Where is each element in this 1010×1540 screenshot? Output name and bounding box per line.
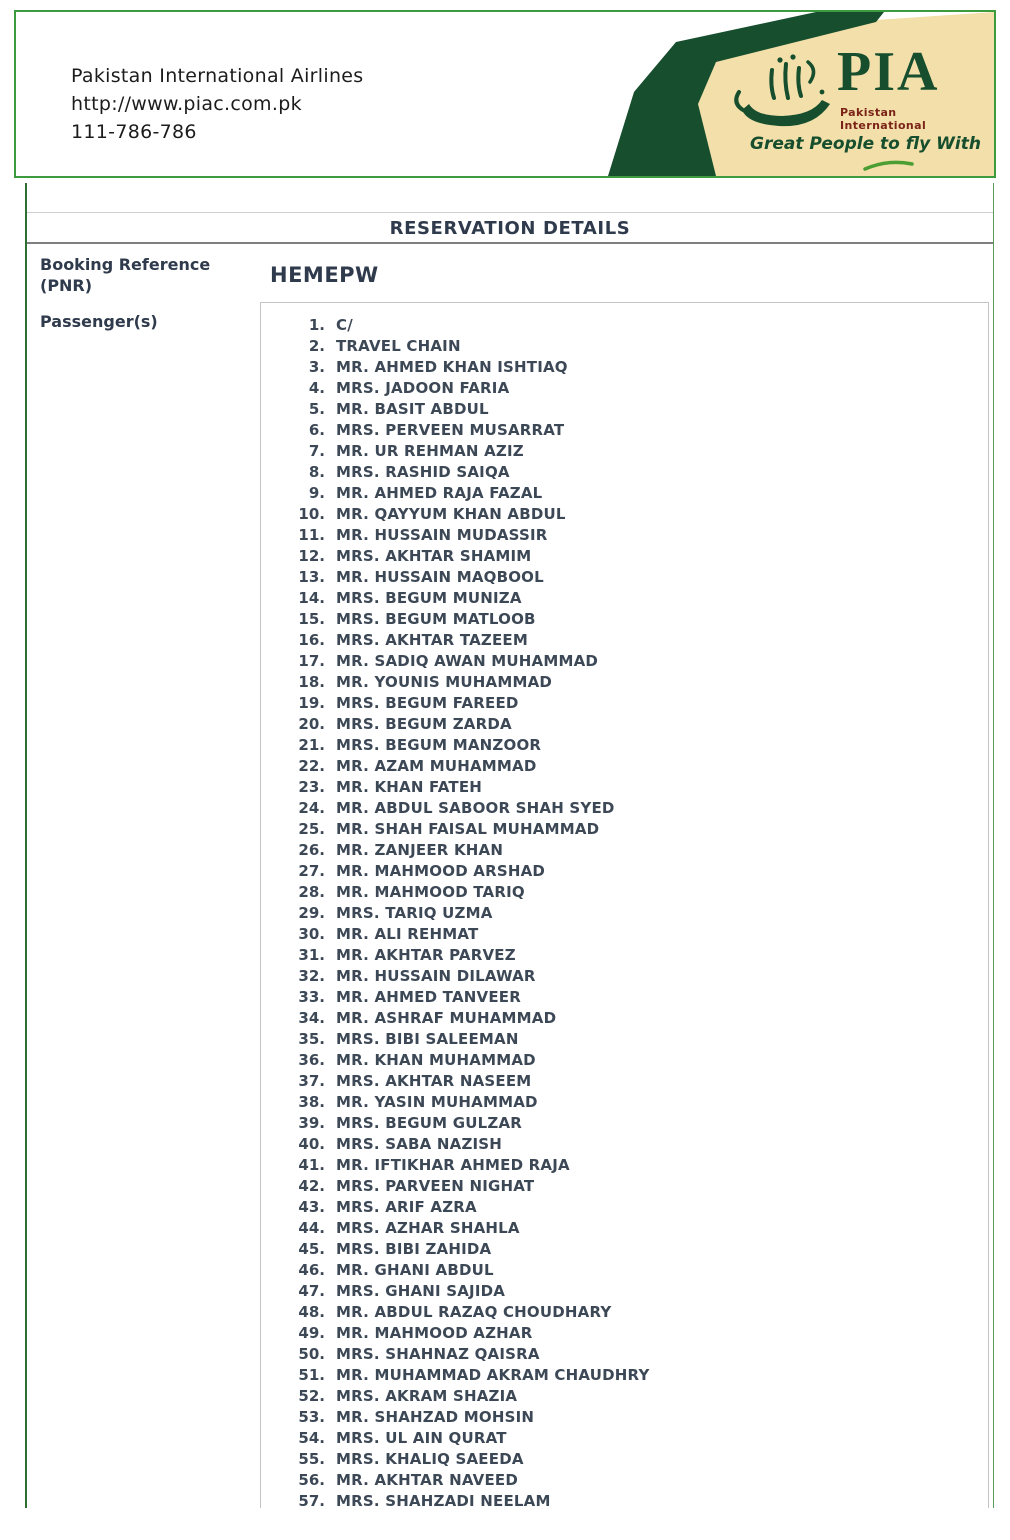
passenger-number: 45.	[298, 1240, 325, 1258]
passenger-row	[261, 588, 988, 609]
passenger-row	[261, 672, 988, 693]
passenger-row	[261, 1323, 988, 1344]
passenger-row	[261, 1344, 988, 1365]
passenger-row	[261, 462, 988, 483]
passenger-row	[261, 1491, 988, 1508]
passenger-number: 8.	[308, 463, 325, 481]
passenger-number: 17.	[298, 652, 325, 670]
passenger-name: MR. MUHAMMAD AKRAM CHAUDHRY	[336, 1366, 650, 1384]
passenger-name: MR. ASHRAF MUHAMMAD	[336, 1009, 557, 1027]
passenger-number: 26.	[298, 841, 325, 859]
passenger-number: 57.	[298, 1492, 325, 1508]
passenger-number: 14.	[298, 589, 325, 607]
passenger-row	[261, 1029, 988, 1050]
passenger-number: 53.	[298, 1408, 325, 1426]
passenger-name: MRS. BIBI ZAHIDA	[336, 1240, 492, 1258]
passenger-row	[261, 1218, 988, 1239]
top-spacer	[27, 183, 993, 212]
passenger-name: MRS. AZHAR SHAHLA	[336, 1219, 520, 1237]
passenger-name: MR. BASIT ABDUL	[336, 400, 489, 418]
passenger-row	[261, 1281, 988, 1302]
passenger-row	[261, 882, 988, 903]
passenger-number: 23.	[298, 778, 325, 796]
passenger-row	[261, 714, 988, 735]
passenger-name: MRS. UL AIN QURAT	[336, 1429, 507, 1447]
passenger-number: 30.	[298, 925, 325, 943]
company-url: http://www.piac.com.pk	[71, 93, 302, 115]
passenger-row	[261, 945, 988, 966]
passenger-row	[261, 567, 988, 588]
passenger-name: C/	[336, 316, 353, 334]
passenger-name: MR. ABDUL RAZAQ CHOUDHARY	[336, 1303, 612, 1321]
passenger-number: 42.	[298, 1177, 325, 1195]
booking-reference-label-line1: Booking Reference	[40, 255, 211, 274]
passenger-number: 18.	[298, 673, 325, 691]
pnr-value: HEMEPW	[270, 263, 379, 287]
passenger-number: 37.	[298, 1072, 325, 1090]
passenger-row	[261, 1470, 988, 1491]
passenger-number: 48.	[298, 1303, 325, 1321]
pia-tagline: Great People to fly With	[750, 134, 981, 154]
passenger-number: 9.	[308, 484, 325, 502]
passenger-number: 41.	[298, 1156, 325, 1174]
pia-subtitle: Pakistan International	[840, 106, 927, 132]
passenger-name: MRS. KHALIQ SAEEDA	[336, 1450, 524, 1468]
passenger-row	[261, 1407, 988, 1428]
passenger-name: MRS. BEGUM MUNIZA	[336, 589, 522, 607]
passenger-row	[261, 315, 988, 336]
passenger-number: 25.	[298, 820, 325, 838]
booking-reference-row	[27, 244, 993, 302]
passenger-row	[261, 735, 988, 756]
passenger-name: MR. AHMED RAJA FAZAL	[336, 484, 543, 502]
passenger-row	[261, 819, 988, 840]
passenger-number: 31.	[298, 946, 325, 964]
company-phone: 111-786-786	[71, 121, 197, 143]
passenger-number: 20.	[298, 715, 325, 733]
passenger-name: MRS. JADOON FARIA	[336, 379, 510, 397]
pia-calligraphy-icon	[734, 54, 834, 136]
passenger-row	[261, 336, 988, 357]
booking-reference-label-line2: (PNR)	[40, 276, 93, 295]
passenger-row	[261, 420, 988, 441]
passenger-row	[261, 378, 988, 399]
passenger-number: 55.	[298, 1450, 325, 1468]
passenger-number: 10.	[298, 505, 325, 523]
passenger-row	[261, 483, 988, 504]
passenger-name: MRS. BEGUM MATLOOB	[336, 610, 536, 628]
passenger-number: 27.	[298, 862, 325, 880]
passenger-name: MR. GHANI ABDUL	[336, 1261, 494, 1279]
passenger-number: 29.	[298, 904, 325, 922]
passenger-name: MRS. PARVEEN NIGHAT	[336, 1177, 535, 1195]
passenger-number: 40.	[298, 1135, 325, 1153]
passenger-row	[261, 504, 988, 525]
passenger-name: MR. MAHMOOD TARIQ	[336, 883, 525, 901]
tagline-swoosh-icon	[862, 158, 916, 172]
passenger-name: MR. ZANJEER KHAN	[336, 841, 504, 859]
passenger-name: MRS. SABA NAZISH	[336, 1135, 503, 1153]
passenger-row	[261, 1155, 988, 1176]
passenger-number: 7.	[308, 442, 325, 460]
passenger-number: 51.	[298, 1366, 325, 1384]
passenger-name: MR. SHAH FAISAL MUHAMMAD	[336, 820, 600, 838]
passenger-name: MRS. ARIF AZRA	[336, 1198, 477, 1216]
passenger-name: TRAVEL CHAIN	[336, 337, 461, 355]
passenger-number: 3.	[308, 358, 325, 376]
passenger-number: 47.	[298, 1282, 325, 1300]
header-banner	[14, 10, 996, 178]
passenger-row	[261, 1449, 988, 1470]
passenger-row	[261, 1008, 988, 1029]
passenger-row	[261, 1176, 988, 1197]
passenger-name: MR. MAHMOOD AZHAR	[336, 1324, 533, 1342]
passenger-name: MRS. SHAHNAZ QAISRA	[336, 1345, 540, 1363]
passenger-number: 12.	[298, 547, 325, 565]
passenger-number: 2.	[308, 337, 325, 355]
passenger-number: 28.	[298, 883, 325, 901]
passenger-number: 50.	[298, 1345, 325, 1363]
passenger-name: MRS. AKHTAR SHAMIM	[336, 547, 532, 565]
passenger-name: MRS. BEGUM FAREED	[336, 694, 519, 712]
passenger-name: MR. HUSSAIN MUDASSIR	[336, 526, 548, 544]
passenger-name: MRS. TARIQ UZMA	[336, 904, 493, 922]
passenger-number: 52.	[298, 1387, 325, 1405]
company-name: Pakistan International Airlines	[71, 65, 364, 87]
passenger-row	[261, 966, 988, 987]
passenger-name: MRS. BIBI SALEEMAN	[336, 1030, 519, 1048]
passenger-row	[261, 987, 988, 1008]
passenger-number: 46.	[298, 1261, 325, 1279]
passenger-row	[261, 609, 988, 630]
passenger-name: MR. IFTIKHAR AHMED RAJA	[336, 1156, 570, 1174]
passenger-name: MR. UR REHMAN AZIZ	[336, 442, 524, 460]
passenger-name: MR. MAHMOOD ARSHAD	[336, 862, 546, 880]
section-title: RESERVATION DETAILS	[27, 212, 993, 244]
passenger-row	[261, 1365, 988, 1386]
passenger-name: MR. AHMED KHAN ISHTIAQ	[336, 358, 568, 376]
passengers-label-cell	[27, 302, 260, 1508]
passenger-number: 34.	[298, 1009, 325, 1027]
passenger-number: 44.	[298, 1219, 325, 1237]
passenger-name: MR. HUSSAIN MAQBOOL	[336, 568, 544, 586]
passenger-row	[261, 840, 988, 861]
passenger-name: MRS. AKHTAR TAZEEM	[336, 631, 529, 649]
passenger-number: 56.	[298, 1471, 325, 1489]
passenger-name: MRS. AKHTAR NASEEM	[336, 1072, 532, 1090]
passengers-label: Passenger(s)	[40, 312, 158, 331]
passenger-name: MR. SADIQ AWAN MUHAMMAD	[336, 652, 599, 670]
passenger-number: 38.	[298, 1093, 325, 1111]
passenger-row	[261, 357, 988, 378]
passenger-number: 19.	[298, 694, 325, 712]
passenger-name: MRS. SHAHZADI NEELAM	[336, 1492, 551, 1508]
passenger-number: 1.	[308, 316, 325, 334]
passenger-number: 21.	[298, 736, 325, 754]
passenger-name: MR. AHMED TANVEER	[336, 988, 521, 1006]
passenger-row	[261, 777, 988, 798]
passenger-name: MR. QAYYUM KHAN ABDUL	[336, 505, 566, 523]
passenger-row	[261, 903, 988, 924]
passenger-number: 6.	[308, 421, 325, 439]
passenger-row	[261, 756, 988, 777]
passenger-name: MR. AKHTAR PARVEZ	[336, 946, 516, 964]
passengers-row	[27, 302, 993, 1508]
passenger-row	[261, 861, 988, 882]
passenger-row	[261, 1050, 988, 1071]
passenger-name: MR. ALI REHMAT	[336, 925, 479, 943]
passenger-row	[261, 1386, 988, 1407]
passenger-number: 35.	[298, 1030, 325, 1048]
passenger-list	[260, 302, 989, 1508]
passenger-row	[261, 546, 988, 567]
passenger-name: MRS. AKRAM SHAZIA	[336, 1387, 518, 1405]
passenger-number: 54.	[298, 1429, 325, 1447]
pnr-cell	[260, 244, 993, 302]
passenger-number: 24.	[298, 799, 325, 817]
reservation-content	[25, 183, 994, 1508]
passenger-row	[261, 693, 988, 714]
passenger-number: 36.	[298, 1051, 325, 1069]
passenger-number: 22.	[298, 757, 325, 775]
passenger-number: 32.	[298, 967, 325, 985]
passenger-row	[261, 1428, 988, 1449]
passenger-row	[261, 651, 988, 672]
booking-reference-label-cell	[27, 244, 260, 302]
passenger-number: 39.	[298, 1114, 325, 1132]
passenger-row	[261, 1302, 988, 1323]
passenger-name: MR. KHAN MUHAMMAD	[336, 1051, 536, 1069]
passenger-number: 16.	[298, 631, 325, 649]
passenger-number: 33.	[298, 988, 325, 1006]
passenger-row	[261, 1113, 988, 1134]
passenger-name: MRS. BEGUM GULZAR	[336, 1114, 523, 1132]
passenger-row	[261, 441, 988, 462]
passenger-name: MR. YASIN MUHAMMAD	[336, 1093, 538, 1111]
passenger-number: 15.	[298, 610, 325, 628]
passenger-name: MRS. PERVEEN MUSARRAT	[336, 421, 565, 439]
passenger-row	[261, 1092, 988, 1113]
passenger-row	[261, 924, 988, 945]
passenger-number: 43.	[298, 1198, 325, 1216]
passenger-row	[261, 525, 988, 546]
passenger-name: MRS. BEGUM ZARDA	[336, 715, 512, 733]
pia-logo	[734, 42, 984, 177]
passenger-name: MRS. BEGUM MANZOOR	[336, 736, 542, 754]
passenger-number: 13.	[298, 568, 325, 586]
passenger-name: MR. AKHTAR NAVEED	[336, 1471, 519, 1489]
passenger-row	[261, 1134, 988, 1155]
pia-acronym: PIA	[837, 41, 940, 103]
passenger-number: 49.	[298, 1324, 325, 1342]
passenger-row	[261, 1239, 988, 1260]
passenger-number: 11.	[298, 526, 325, 544]
passenger-name: MR. ABDUL SABOOR SHAH SYED	[336, 799, 615, 817]
passenger-row	[261, 1071, 988, 1092]
passenger-row	[261, 1197, 988, 1218]
passenger-number: 5.	[308, 400, 325, 418]
passenger-name: MR. YOUNIS MUHAMMAD	[336, 673, 553, 691]
passenger-name: MR. HUSSAIN DILAWAR	[336, 967, 536, 985]
passenger-row	[261, 399, 988, 420]
passenger-name: MR. AZAM MUHAMMAD	[336, 757, 537, 775]
company-info	[71, 62, 363, 146]
passenger-number: 4.	[308, 379, 325, 397]
passenger-name: MRS. GHANI SAJIDA	[336, 1282, 506, 1300]
passenger-name: MRS. RASHID SAIQA	[336, 463, 510, 481]
passenger-name: MR. SHAHZAD MOHSIN	[336, 1408, 535, 1426]
passenger-row	[261, 630, 988, 651]
passenger-row	[261, 798, 988, 819]
passenger-row	[261, 1260, 988, 1281]
passenger-name: MR. KHAN FATEH	[336, 778, 483, 796]
